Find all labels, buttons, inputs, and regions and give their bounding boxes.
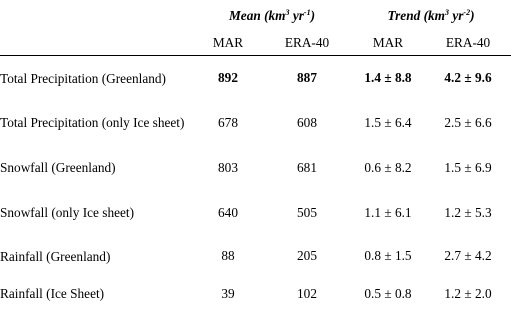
mean-era40-header: ERA-40 [263, 30, 351, 56]
subcolumn-header-row [0, 30, 511, 56]
trend-mar-cell: 1.1 ± 6.1 [364, 204, 412, 220]
trend-mar-cell: 0.5 ± 0.8 [364, 285, 412, 301]
mean-era40-cell: 205 [297, 248, 317, 263]
trend-mar-cell: 1.5 ± 6.4 [364, 114, 412, 130]
trend-era40-cell: 1.2 ± 5.3 [444, 204, 492, 220]
table-row [0, 56, 511, 101]
mean-mar-cell: 678 [218, 114, 238, 130]
trend-mar-cell: 0.6 ± 8.2 [364, 159, 412, 175]
mean-era40-cell: 887 [297, 70, 317, 85]
trend-era40-header: ERA-40 [425, 30, 511, 56]
trend-era40-cell: 1.2 ± 2.0 [444, 285, 492, 301]
mean-era40-cell: 608 [297, 114, 317, 130]
trend-mar-cell: 1.4 ± 8.8 [364, 70, 412, 85]
mean-mar-cell: 88 [221, 248, 235, 263]
table-row [0, 100, 511, 145]
trend-era40-cell: 4.2 ± 9.6 [444, 70, 492, 85]
row-label: Total Precipitation (only Ice sheet) [0, 115, 185, 130]
trend-era40-cell: 2.7 ± 4.2 [444, 248, 492, 263]
table-row [0, 277, 511, 310]
row-label: Snowfall (only Ice sheet) [0, 205, 135, 220]
row-label: Rainfall (Greenland) [0, 248, 111, 264]
row-label: Snowfall (Greenland) [0, 160, 116, 175]
trend-mar-cell: 0.8 ± 1.5 [364, 248, 412, 263]
row-label: Total Precipitation (Greenland) [0, 70, 166, 86]
table-row [0, 145, 511, 190]
trend-era40-cell: 1.5 ± 6.9 [444, 159, 492, 175]
mean-mar-cell: 892 [218, 70, 238, 85]
group-header-row [0, 0, 511, 30]
mean-era40-cell: 505 [297, 204, 317, 220]
mean-era40-cell: 102 [297, 285, 317, 301]
trend-mar-header: MAR [351, 30, 425, 56]
mean-mar-cell: 803 [218, 159, 238, 175]
table-row [0, 190, 511, 235]
trend-group-header: Trend ($km^3$ $yr^{-2}$) [387, 8, 475, 23]
trend-era40-cell: 2.5 ± 6.6 [444, 114, 492, 130]
corner-cell [0, 0, 193, 30]
mean-mar-header: MAR [193, 30, 263, 56]
mean-era40-cell: 681 [297, 159, 317, 175]
table-row [0, 235, 511, 277]
mean-group-header: Mean ($km^3$ $yr^{-1}$) [228, 8, 316, 23]
row-label: Rainfall (Ice Sheet) [0, 286, 105, 301]
label-column-header [0, 30, 193, 56]
mean-mar-cell: 39 [221, 285, 235, 301]
mean-mar-cell: 640 [218, 204, 238, 220]
